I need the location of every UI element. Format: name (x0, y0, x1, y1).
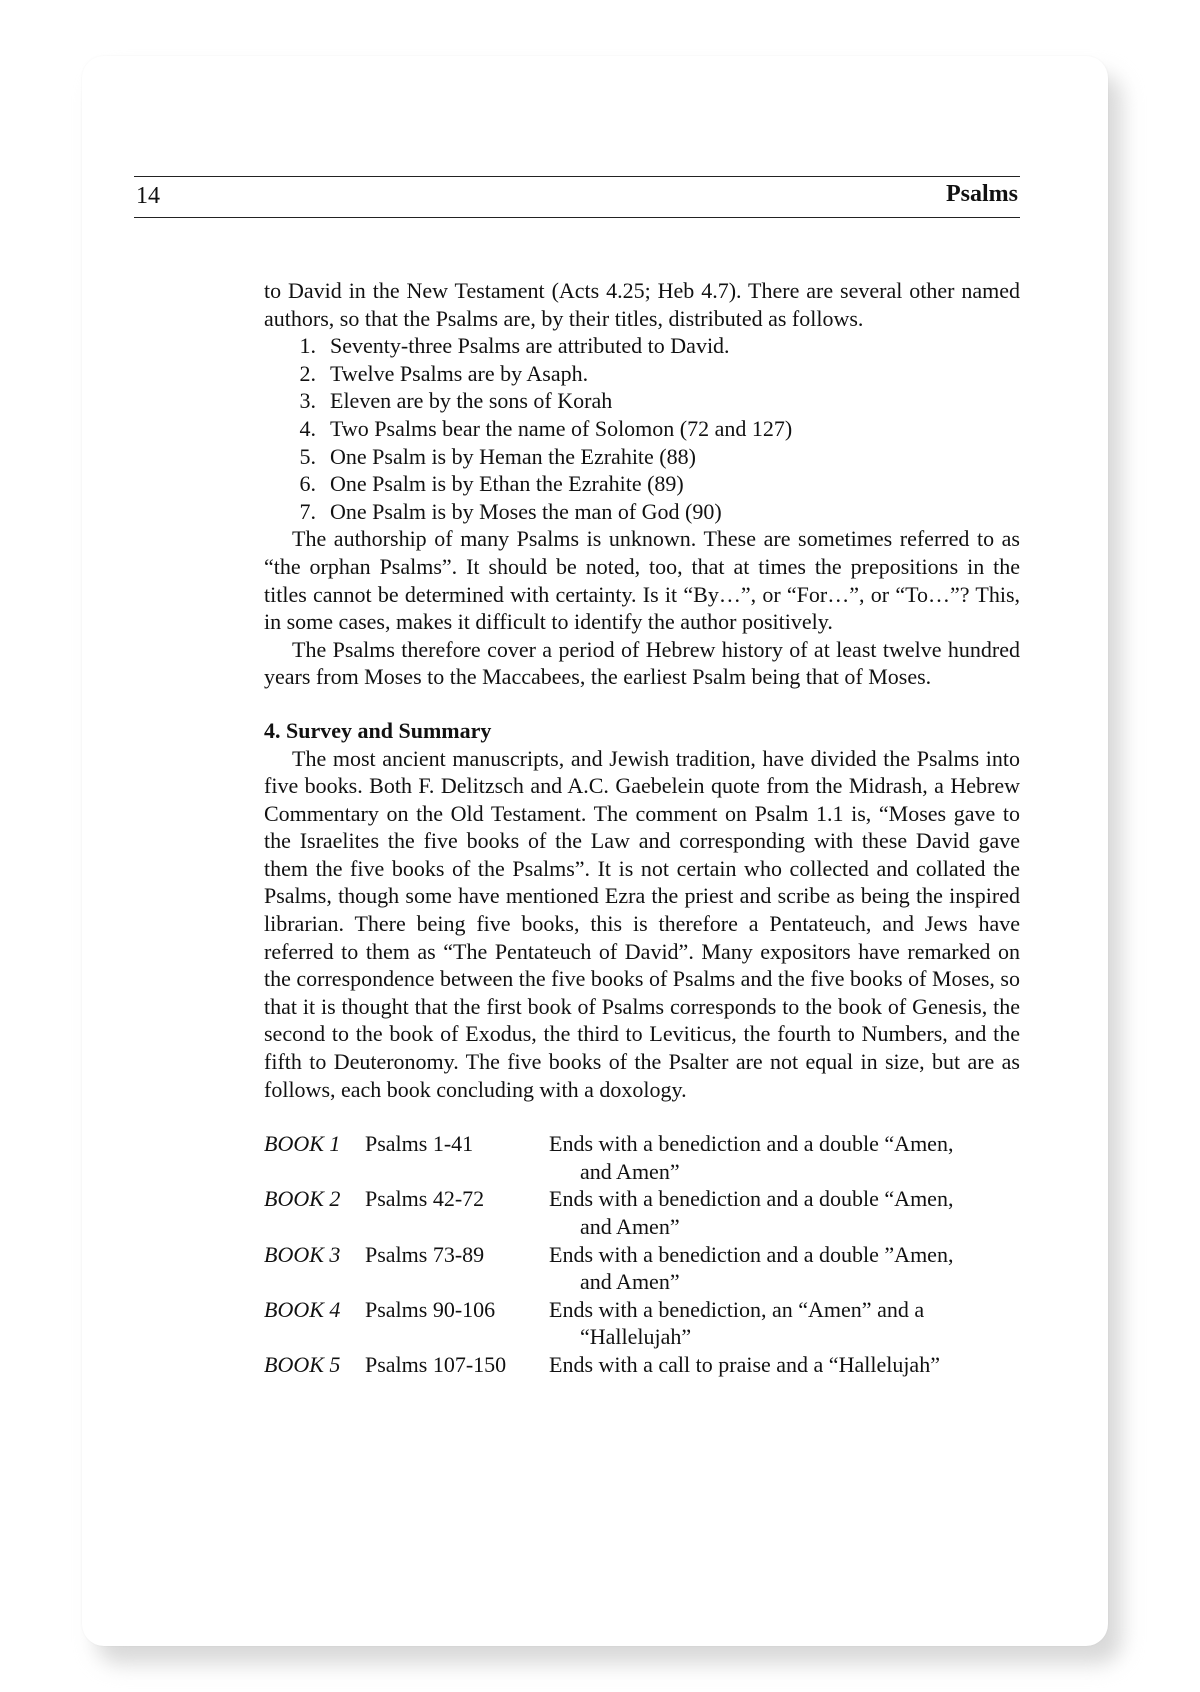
running-head (134, 176, 1020, 218)
book-range: Psalms 90-106 (365, 1296, 496, 1322)
list-item (264, 387, 1020, 415)
book-range: Psalms 42-72 (365, 1186, 485, 1212)
book-label: BOOK 4 (264, 1296, 341, 1322)
book-range: Psalms 73-89 (365, 1241, 485, 1267)
authorship-paragraph: The authorship of many Psalms is unknown. These are sometimes referred to as “the orphan Psalms”. It should be noted, too, that at times the prepositions in the titles cannot be determined with certainty. Is it “By…”, or “For…”, or “To…”? This, in some cases, makes it difficult to identify the author positively. (264, 526, 1020, 635)
book-description (549, 1130, 1020, 1185)
list-item (264, 498, 1020, 526)
list-number: 3. (299, 388, 316, 414)
list-item-text: One Psalm is by Heman the Ezrahite (88) (330, 443, 696, 469)
book-desc-line1: Ends with a benediction and a double “Amen, (549, 1186, 954, 1212)
book-description (549, 1185, 1020, 1240)
book-desc-line1: Ends with a benediction and a double “Amen, (549, 1131, 954, 1157)
book-desc-line2: and Amen” (580, 1214, 680, 1239)
book-label: BOOK 2 (264, 1186, 341, 1212)
page-number: 14 (136, 183, 160, 209)
book-range: Psalms 1-41 (365, 1131, 474, 1157)
list-item-text: Two Psalms bear the name of Solomon (72 and 127) (330, 415, 793, 441)
survey-paragraph: The most ancient manuscripts, and Jewish tradition, have divided the Psalms into five books. Both F. Delitzsch and A.C. Gaebelein quote from the Midrash, a Hebrew Commentary on the Old Testament. The comment on Psalm 1.1 is, “Moses gave to the Israelites the five books of the Law and corresponding with these David gave them the five books of the Psalms”. It is not certain who collected and collated the Psalms, though some have mentioned Ezra the priest and scribe as being the inspired librarian. There being five books, this is therefore a Pentateuch, and Jews have referred to them as “The Pentateuch of David”. Many expositors have remarked on the correspondence between the five books of Psalms and the five books of Moses, so that it is thought that the first book of Psalms corresponds to the book of Genesis, the second to the book of Exodus, the third to Leviticus, the fourth to Numbers, and the fifth to Deuteronomy. The five books of the Psalter are not equal in size, but are as follows, each book concluding with a doxology. (264, 745, 1020, 1102)
authors-list (264, 332, 1020, 525)
book-desc-line1: Ends with a call to praise and a “Hallelujah” (549, 1351, 940, 1377)
book-range: Psalms 107-150 (365, 1351, 507, 1377)
page-body (264, 277, 1020, 1379)
list-number: 2. (299, 360, 316, 386)
list-number: 7. (299, 498, 316, 524)
book-label: BOOK 1 (264, 1131, 341, 1157)
list-number: 4. (299, 415, 316, 441)
list-item (264, 443, 1020, 471)
list-number: 1. (299, 333, 316, 359)
book-row (264, 1130, 1020, 1185)
book-desc-line1: Ends with a benediction and a double ”Amen, (549, 1241, 954, 1267)
list-item-text: One Psalm is by Moses the man of God (90) (330, 498, 722, 524)
book-description (549, 1241, 1020, 1296)
list-item (264, 415, 1020, 443)
list-item-text: Seventy-three Psalms are attributed to David. (330, 333, 730, 359)
running-head-title: Psalms (946, 181, 1018, 207)
history-paragraph: The Psalms therefore cover a period of Hebrew history of at least twelve hundred years from Moses to the Maccabees, the earliest Psalm being that of Moses. (264, 636, 1020, 690)
book-row (264, 1296, 1020, 1351)
book-page (82, 56, 1108, 1646)
list-item-text: One Psalm is by Ethan the Ezrahite (89) (330, 471, 684, 497)
list-number: 6. (299, 471, 316, 497)
list-item (264, 332, 1020, 360)
book-row (264, 1185, 1020, 1240)
book-desc-line2: and Amen” (580, 1158, 680, 1184)
list-item-text: Eleven are by the sons of Korah (330, 388, 613, 414)
book-row (264, 1241, 1020, 1296)
book-desc-line1: Ends with a benediction, an “Amen” and a (549, 1296, 925, 1322)
books-table (264, 1130, 1020, 1378)
book-desc-line2: and Amen” (580, 1269, 680, 1295)
book-description (549, 1296, 1020, 1351)
book-row (264, 1351, 1020, 1379)
book-description (549, 1351, 1020, 1379)
list-item (264, 360, 1020, 388)
section-heading: 4. Survey and Summary (264, 717, 492, 743)
list-item-text: Twelve Psalms are by Asaph. (330, 360, 589, 386)
book-label: BOOK 5 (264, 1351, 341, 1377)
book-label: BOOK 3 (264, 1241, 341, 1267)
book-desc-line2: “Hallelujah” (580, 1324, 692, 1350)
list-number: 5. (299, 443, 316, 469)
list-item (264, 470, 1020, 498)
intro-paragraph: to David in the New Testament (Acts 4.25; Heb 4.7). There are several other named authors, so that the Psalms are, by their titles, distributed as follows. (264, 278, 1020, 331)
